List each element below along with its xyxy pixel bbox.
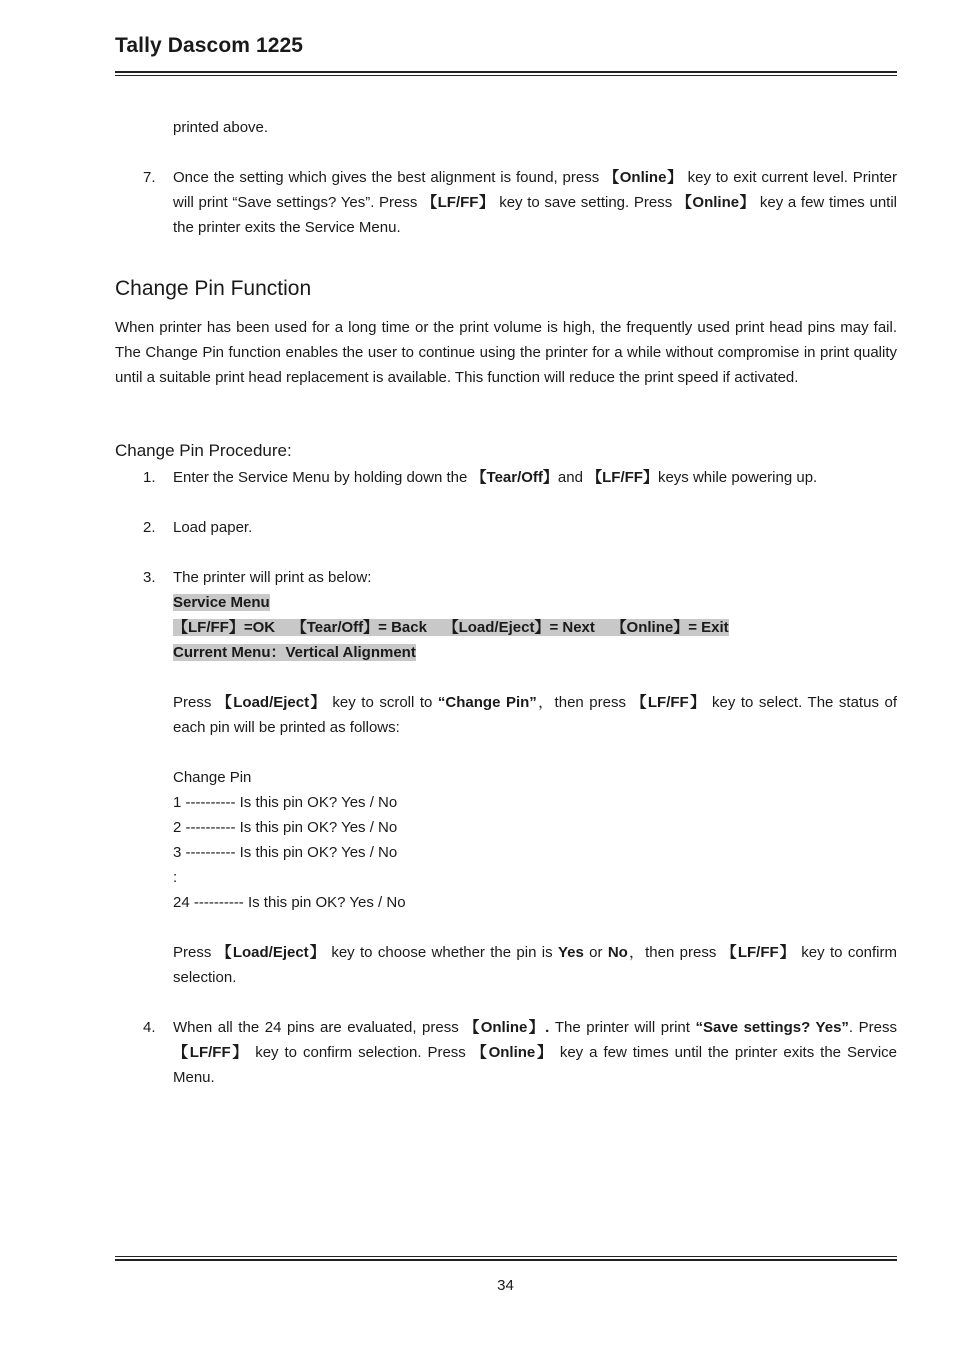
step-7-number: 7. xyxy=(143,169,156,186)
section-paragraph: When printer has been used for a long time or the print volume is high, the frequently used print head pins may fail. The Change Pin function enables the user to continue using the printer for a while without compromise in print quality until a suitable print head replacement is available. This function will reduce the print speed if activated. xyxy=(115,319,897,386)
step-3-press-paragraph: Press 【Load/Eject】 key to scroll to “Change Pin”，then press 【LF/FF】 key to select. The status of each pin will be printed as follows: xyxy=(173,694,897,736)
step-3-number: 3. xyxy=(143,569,156,586)
pin-list-line: 3 ---------- Is this pin OK? Yes / No xyxy=(173,844,398,861)
footer-rule-thin xyxy=(115,1256,897,1257)
footer-rule-thick xyxy=(115,1259,897,1261)
procedure-heading: Change Pin Procedure: xyxy=(115,441,292,460)
service-menu-line-2: 【LF/FF】=OK 【Tear/Off】= Back 【Load/Eject】= Next 【Online】= Exit xyxy=(173,619,729,636)
pin-list-line: 2 ---------- Is this pin OK? Yes / No xyxy=(173,819,398,836)
step-4-text: When all the 24 pins are evaluated, press 【Online】. The printer will print “Save settings? Yes”. Press 【LF/FF】 key to confirm selection. Press 【Online】 key a few times until the printer exits the Service Menu. xyxy=(173,1019,898,1086)
pin-list-line: 24 ---------- Is this pin OK? Yes / No xyxy=(173,894,406,911)
pin-list-line: : xyxy=(173,869,178,886)
page-number: 34 xyxy=(497,1277,514,1294)
step-1-text: Enter the Service Menu by holding down the 【Tear/Off】and 【LF/FF】keys while powering up. xyxy=(173,469,818,486)
step-4-number: 4. xyxy=(143,1019,156,1036)
step-1-number: 1. xyxy=(143,469,156,486)
service-menu-line-1: Service Menu xyxy=(173,594,270,611)
pin-list-line: 1 ---------- Is this pin OK? Yes / No xyxy=(173,794,398,811)
pin-list-line: Change Pin xyxy=(173,769,252,786)
step-3-text: The printer will print as below: xyxy=(173,569,372,586)
header-rule-thin xyxy=(115,75,897,76)
step-3-choose-paragraph: Press 【Load/Eject】 key to choose whether the pin is Yes or No，then press 【LF/FF】 key to confirm selection. xyxy=(173,944,897,986)
step-7-text: Once the setting which gives the best alignment is found, press 【Online】 key to exit current level. Printer will print “Save settings? Yes”. Press 【LF/FF】 key to save setting. Press 【Online】 key a few times until the printer exits the Service Menu. xyxy=(173,169,898,236)
step-2-text: Load paper. xyxy=(173,519,253,536)
intro-text: printed above. xyxy=(173,119,269,136)
service-menu-line-3: Current Menu：Vertical Alignment xyxy=(173,644,416,661)
section-heading: Change Pin Function xyxy=(115,277,312,300)
document-title: Tally Dascom 1225 xyxy=(115,34,304,57)
step-2-number: 2. xyxy=(143,519,156,536)
header-rule-thick xyxy=(115,71,897,73)
